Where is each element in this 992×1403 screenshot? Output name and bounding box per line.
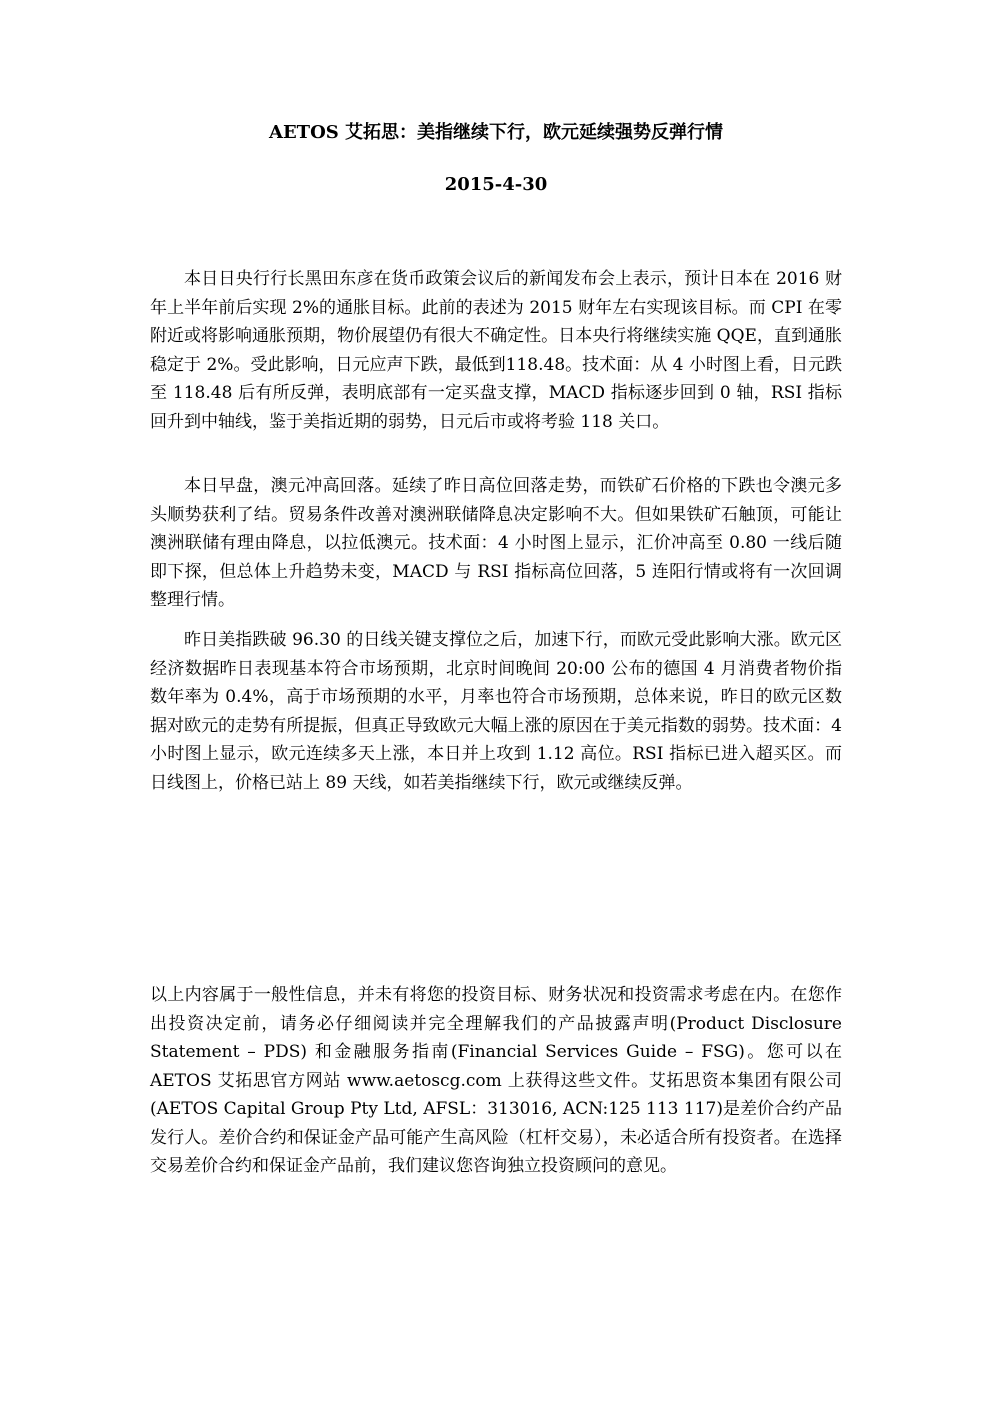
disclaimer-paragraph: 以上内容属于一般性信息，并未有将您的投资目标、财务状况和投资需求考虑在内。在您作出投资决定前，请务必仔细阅读并完全理解我们的产品披露声明(Product Disclosure Statement – PDS) 和金融服务指南(Financial Services Guide – FSG)。您可以在 AETOS 艾拓思官方网站 www.aetoscg.com 上获得这些文件。艾拓思资本集团有限公司(AETOS Capital Group Pty Ltd, AFSL：313016, ACN:125 113 117)是差价合约产品发行人。差价合约和保证金产品可能产生高风险（杠杆交易），未必适合所有投资者。在选择交易差价合约和保证金产品前，我们建议您咨询独立投资顾问的意见。 [150,985,842,1176]
body-paragraph-yen: 本日日央行行长黑田东彦在货币政策会议后的新闻发布会上表示，预计日本在 2016 财年上半年前后实现 2%的通胀目标。此前的表述为 2015 财年左右实现该目标。而 CPI 在零附近或将影响通胀预期，物价展望仍有很大不确定性。日本央行将继续实施 QQE，直到通胀稳定于 2%。受此影响，日元应声下跌，最低到118.48。技术面：从 4 小时图上看，日元跌至 118.48 后有所反弹，表明底部有一定买盘支撑，MACD 指标逐步回到 0 轴，RSI 指标回升到中轴线，鉴于美指近期的弱势，日元后市或将考验 118 关口。 [150,269,842,432]
document-title: AETOS 艾拓思：美指继续下行，欧元延续强势反弹行情 [268,122,724,143]
body-paragraph-aud: 本日早盘，澳元冲高回落。延续了昨日高位回落走势，而铁矿石价格的下跌也令澳元多头顺势获利了结。贸易条件改善对澳洲联储降息决定影响不大。但如果铁矿石触顶，可能让澳洲联储有理由降息，以拉低澳元。技术面：4 小时图上显示，汇价冲高至 0.80 一线后随即下探，但总体上升趋势未变，MACD 与 RSI 指标高位回落，5 连阳行情或将有一次回调整理行情。 [150,476,842,610]
body-paragraph-eur: 昨日美指跌破 96.30 的日线关键支撑位之后，加速下行，而欧元受此影响大涨。欧元区经济数据昨日表现基本符合市场预期，北京时间晚间 20:00 公布的德国 4 月消费者物价指数年率为 0.4%，高于市场预期的水平，月率也符合市场预期，总体来说，昨日的欧元区数据对欧元的走势有所提振，但真正导致欧元大幅上涨的原因在于美元指数的弱势。技术面：4 小时图上显示，欧元连续多天上涨，本日并上攻到 1.12 高位。RSI 指标已进入超买区。而日线图上，价格已站上 89 天线，如若美指继续下行，欧元或继续反弹。 [150,630,842,793]
document-date: 2015-4-30 [444,174,548,195]
